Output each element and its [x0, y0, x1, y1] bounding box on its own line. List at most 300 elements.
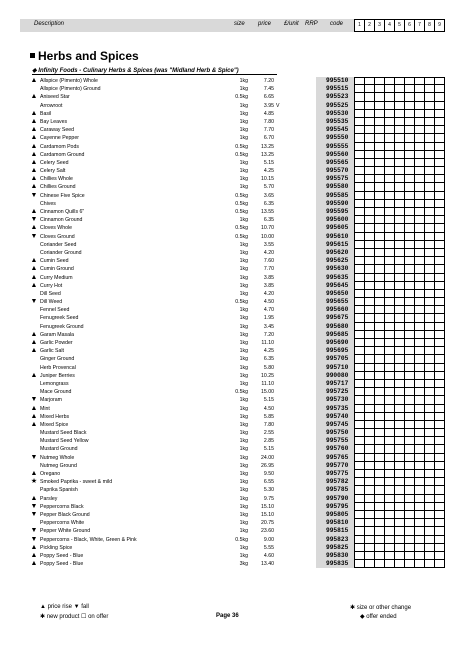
quantity-input-box[interactable] [404, 167, 414, 174]
quantity-input-box[interactable] [364, 552, 374, 559]
quantity-input-box[interactable] [414, 110, 424, 117]
quantity-input-box[interactable] [414, 470, 424, 477]
quantity-input-box[interactable] [374, 290, 384, 297]
quantity-input-box[interactable] [414, 347, 424, 354]
quantity-input-box[interactable] [414, 192, 424, 199]
quantity-input-box[interactable] [434, 306, 444, 313]
quantity-input-box[interactable] [394, 143, 404, 150]
quantity-input-box[interactable] [394, 331, 404, 338]
quantity-input-box[interactable] [404, 118, 414, 125]
quantity-input-box[interactable] [394, 519, 404, 526]
quantity-input-box[interactable] [364, 192, 374, 199]
quantity-input-box[interactable] [414, 462, 424, 469]
quantity-input-box[interactable] [424, 126, 434, 133]
quantity-input-box[interactable] [384, 536, 394, 543]
quantity-input-box[interactable] [374, 110, 384, 117]
quantity-input-box[interactable] [404, 298, 414, 305]
quantity-input-box[interactable] [355, 110, 364, 117]
quantity-input-box[interactable] [404, 372, 414, 379]
quantity-input-box[interactable] [394, 257, 404, 264]
quantity-input-box[interactable] [434, 429, 444, 436]
quantity-input-box[interactable] [374, 183, 384, 190]
quantity-input-box[interactable] [394, 282, 404, 289]
quantity-input-box[interactable] [434, 364, 444, 371]
quantity-input-box[interactable] [434, 486, 444, 493]
quantity-input-box[interactable] [384, 527, 394, 534]
quantity-input-box[interactable] [355, 126, 364, 133]
quantity-input-box[interactable] [434, 274, 444, 281]
quantity-input-box[interactable] [404, 208, 414, 215]
quantity-input-box[interactable] [394, 429, 404, 436]
quantity-input-box[interactable] [364, 167, 374, 174]
quantity-input-box[interactable] [364, 527, 374, 534]
quantity-input-box[interactable] [424, 224, 434, 231]
quantity-input-box[interactable] [374, 388, 384, 395]
quantity-input-box[interactable] [364, 511, 374, 518]
quantity-input-box[interactable] [355, 437, 364, 444]
quantity-input-box[interactable] [384, 265, 394, 272]
quantity-input-box[interactable] [355, 372, 364, 379]
quantity-input-box[interactable] [355, 274, 364, 281]
quantity-input-box[interactable] [384, 151, 394, 158]
quantity-input-box[interactable] [434, 241, 444, 248]
quantity-input-box[interactable] [384, 200, 394, 207]
quantity-input-box[interactable] [374, 208, 384, 215]
quantity-input-box[interactable] [434, 544, 444, 551]
quantity-input-box[interactable] [374, 527, 384, 534]
quantity-input-box[interactable] [424, 380, 434, 387]
quantity-input-box[interactable] [394, 134, 404, 141]
quantity-input-box[interactable] [414, 339, 424, 346]
quantity-input-box[interactable] [404, 93, 414, 100]
quantity-input-box[interactable] [355, 486, 364, 493]
quantity-input-box[interactable] [424, 143, 434, 150]
quantity-input-box[interactable] [424, 355, 434, 362]
quantity-input-box[interactable] [404, 159, 414, 166]
quantity-input-box[interactable] [414, 290, 424, 297]
quantity-input-box[interactable] [424, 110, 434, 117]
quantity-input-box[interactable] [384, 314, 394, 321]
quantity-input-box[interactable] [424, 462, 434, 469]
quantity-input-box[interactable] [404, 274, 414, 281]
quantity-input-box[interactable] [374, 380, 384, 387]
quantity-input-box[interactable] [434, 93, 444, 100]
quantity-input-box[interactable] [384, 167, 394, 174]
quantity-input-box[interactable] [374, 102, 384, 109]
quantity-input-box[interactable] [384, 224, 394, 231]
quantity-input-box[interactable] [374, 339, 384, 346]
quantity-input-box[interactable] [394, 233, 404, 240]
quantity-input-box[interactable] [424, 552, 434, 559]
quantity-input-box[interactable] [355, 134, 364, 141]
quantity-input-box[interactable] [394, 159, 404, 166]
quantity-input-box[interactable] [424, 274, 434, 281]
quantity-input-box[interactable] [434, 396, 444, 403]
quantity-input-box[interactable] [404, 257, 414, 264]
quantity-input-box[interactable] [434, 536, 444, 543]
quantity-input-box[interactable] [374, 372, 384, 379]
quantity-input-box[interactable] [424, 241, 434, 248]
quantity-input-box[interactable] [394, 364, 404, 371]
quantity-input-box[interactable] [374, 265, 384, 272]
quantity-input-box[interactable] [355, 388, 364, 395]
quantity-input-box[interactable] [404, 347, 414, 354]
quantity-input-box[interactable] [374, 249, 384, 256]
quantity-input-box[interactable] [404, 241, 414, 248]
quantity-input-box[interactable] [355, 536, 364, 543]
quantity-input-box[interactable] [355, 519, 364, 526]
quantity-input-box[interactable] [364, 445, 374, 452]
quantity-input-box[interactable] [404, 478, 414, 485]
quantity-input-box[interactable] [414, 445, 424, 452]
quantity-input-box[interactable] [414, 478, 424, 485]
quantity-input-box[interactable] [364, 306, 374, 313]
quantity-input-box[interactable] [374, 462, 384, 469]
quantity-input-box[interactable] [434, 347, 444, 354]
quantity-input-box[interactable] [404, 421, 414, 428]
quantity-input-box[interactable] [434, 175, 444, 182]
quantity-input-box[interactable] [424, 233, 434, 240]
quantity-input-box[interactable] [355, 560, 364, 567]
quantity-input-box[interactable] [404, 224, 414, 231]
quantity-input-box[interactable] [364, 536, 374, 543]
quantity-input-box[interactable] [374, 274, 384, 281]
quantity-input-box[interactable] [364, 331, 374, 338]
quantity-input-box[interactable] [374, 552, 384, 559]
quantity-input-box[interactable] [434, 249, 444, 256]
quantity-input-box[interactable] [394, 486, 404, 493]
quantity-input-box[interactable] [414, 200, 424, 207]
quantity-input-box[interactable] [434, 380, 444, 387]
quantity-input-box[interactable] [374, 429, 384, 436]
quantity-input-box[interactable] [434, 413, 444, 420]
quantity-input-box[interactable] [384, 445, 394, 452]
quantity-input-box[interactable] [364, 257, 374, 264]
quantity-input-box[interactable] [384, 405, 394, 412]
quantity-input-box[interactable] [404, 143, 414, 150]
quantity-input-box[interactable] [434, 445, 444, 452]
quantity-input-box[interactable] [414, 159, 424, 166]
quantity-input-box[interactable] [414, 241, 424, 248]
quantity-input-box[interactable] [355, 314, 364, 321]
quantity-input-box[interactable] [404, 282, 414, 289]
quantity-input-box[interactable] [404, 355, 414, 362]
quantity-input-box[interactable] [364, 503, 374, 510]
quantity-input-box[interactable] [384, 85, 394, 92]
quantity-input-box[interactable] [374, 470, 384, 477]
quantity-input-box[interactable] [434, 257, 444, 264]
quantity-input-box[interactable] [404, 134, 414, 141]
quantity-input-box[interactable] [424, 323, 434, 330]
quantity-input-box[interactable] [414, 388, 424, 395]
quantity-input-box[interactable] [424, 437, 434, 444]
quantity-input-box[interactable] [404, 175, 414, 182]
quantity-input-box[interactable] [434, 167, 444, 174]
quantity-input-box[interactable] [424, 192, 434, 199]
quantity-input-box[interactable] [364, 405, 374, 412]
quantity-input-box[interactable] [394, 93, 404, 100]
quantity-input-box[interactable] [434, 126, 444, 133]
quantity-input-box[interactable] [384, 175, 394, 182]
quantity-input-box[interactable] [374, 396, 384, 403]
quantity-input-box[interactable] [374, 126, 384, 133]
quantity-input-box[interactable] [394, 405, 404, 412]
quantity-input-box[interactable] [434, 519, 444, 526]
quantity-input-box[interactable] [414, 503, 424, 510]
quantity-input-box[interactable] [414, 421, 424, 428]
quantity-input-box[interactable] [384, 372, 394, 379]
quantity-input-box[interactable] [355, 470, 364, 477]
quantity-input-box[interactable] [384, 78, 394, 84]
quantity-input-box[interactable] [384, 241, 394, 248]
quantity-input-box[interactable] [394, 249, 404, 256]
quantity-input-box[interactable] [384, 110, 394, 117]
quantity-input-box[interactable] [424, 282, 434, 289]
quantity-input-box[interactable] [364, 208, 374, 215]
quantity-input-box[interactable] [355, 396, 364, 403]
quantity-input-box[interactable] [384, 183, 394, 190]
quantity-input-box[interactable] [434, 183, 444, 190]
quantity-input-box[interactable] [394, 306, 404, 313]
quantity-input-box[interactable] [404, 249, 414, 256]
quantity-input-box[interactable] [384, 396, 394, 403]
quantity-input-box[interactable] [434, 388, 444, 395]
quantity-input-box[interactable] [355, 478, 364, 485]
quantity-input-box[interactable] [414, 224, 424, 231]
quantity-input-box[interactable] [374, 151, 384, 158]
quantity-input-box[interactable] [414, 536, 424, 543]
quantity-input-box[interactable] [355, 151, 364, 158]
quantity-input-box[interactable] [374, 306, 384, 313]
quantity-input-box[interactable] [355, 183, 364, 190]
quantity-input-box[interactable] [384, 331, 394, 338]
quantity-input-box[interactable] [384, 503, 394, 510]
quantity-input-box[interactable] [364, 470, 374, 477]
quantity-input-box[interactable] [364, 143, 374, 150]
quantity-input-box[interactable] [414, 355, 424, 362]
quantity-input-box[interactable] [414, 364, 424, 371]
quantity-input-box[interactable] [394, 192, 404, 199]
quantity-input-box[interactable] [424, 421, 434, 428]
quantity-input-box[interactable] [364, 478, 374, 485]
quantity-input-box[interactable] [394, 527, 404, 534]
quantity-input-box[interactable] [424, 208, 434, 215]
quantity-input-box[interactable] [394, 388, 404, 395]
quantity-input-box[interactable] [424, 347, 434, 354]
quantity-input-box[interactable] [404, 544, 414, 551]
quantity-input-box[interactable] [384, 470, 394, 477]
quantity-input-box[interactable] [424, 429, 434, 436]
quantity-input-box[interactable] [424, 175, 434, 182]
quantity-input-box[interactable] [364, 102, 374, 109]
quantity-input-box[interactable] [404, 454, 414, 461]
quantity-input-box[interactable] [414, 560, 424, 567]
quantity-input-box[interactable] [364, 298, 374, 305]
quantity-input-box[interactable] [434, 527, 444, 534]
quantity-input-box[interactable] [404, 462, 414, 469]
quantity-input-box[interactable] [424, 78, 434, 84]
quantity-input-box[interactable] [434, 208, 444, 215]
quantity-input-box[interactable] [355, 355, 364, 362]
quantity-input-box[interactable] [384, 306, 394, 313]
quantity-input-box[interactable] [414, 437, 424, 444]
quantity-input-box[interactable] [414, 274, 424, 281]
quantity-input-box[interactable] [374, 224, 384, 231]
quantity-input-box[interactable] [394, 216, 404, 223]
quantity-input-box[interactable] [374, 364, 384, 371]
quantity-input-box[interactable] [404, 503, 414, 510]
quantity-input-box[interactable] [374, 200, 384, 207]
quantity-input-box[interactable] [424, 85, 434, 92]
quantity-input-box[interactable] [424, 372, 434, 379]
quantity-input-box[interactable] [434, 118, 444, 125]
quantity-input-box[interactable] [414, 454, 424, 461]
quantity-input-box[interactable] [374, 298, 384, 305]
quantity-input-box[interactable] [394, 274, 404, 281]
quantity-input-box[interactable] [404, 552, 414, 559]
quantity-input-box[interactable] [404, 216, 414, 223]
quantity-input-box[interactable] [414, 282, 424, 289]
quantity-input-box[interactable] [355, 552, 364, 559]
quantity-input-box[interactable] [364, 224, 374, 231]
quantity-input-box[interactable] [394, 495, 404, 502]
quantity-input-box[interactable] [374, 282, 384, 289]
quantity-input-box[interactable] [384, 126, 394, 133]
quantity-input-box[interactable] [424, 306, 434, 313]
quantity-input-box[interactable] [364, 544, 374, 551]
quantity-input-box[interactable] [414, 265, 424, 272]
quantity-input-box[interactable] [424, 159, 434, 166]
quantity-input-box[interactable] [374, 216, 384, 223]
quantity-input-box[interactable] [434, 192, 444, 199]
quantity-input-box[interactable] [355, 298, 364, 305]
quantity-input-box[interactable] [355, 241, 364, 248]
quantity-input-box[interactable] [404, 429, 414, 436]
quantity-input-box[interactable] [434, 495, 444, 502]
quantity-input-box[interactable] [414, 527, 424, 534]
quantity-input-box[interactable] [384, 102, 394, 109]
quantity-input-box[interactable] [364, 421, 374, 428]
quantity-input-box[interactable] [394, 552, 404, 559]
quantity-input-box[interactable] [374, 437, 384, 444]
quantity-input-box[interactable] [364, 413, 374, 420]
quantity-input-box[interactable] [364, 159, 374, 166]
quantity-input-box[interactable] [434, 159, 444, 166]
quantity-input-box[interactable] [374, 421, 384, 428]
quantity-input-box[interactable] [424, 183, 434, 190]
quantity-input-box[interactable] [384, 413, 394, 420]
quantity-input-box[interactable] [434, 470, 444, 477]
quantity-input-box[interactable] [394, 478, 404, 485]
quantity-input-box[interactable] [374, 519, 384, 526]
quantity-input-box[interactable] [424, 478, 434, 485]
quantity-input-box[interactable] [434, 437, 444, 444]
quantity-input-box[interactable] [384, 143, 394, 150]
quantity-input-box[interactable] [355, 233, 364, 240]
quantity-input-box[interactable] [374, 495, 384, 502]
quantity-input-box[interactable] [404, 200, 414, 207]
quantity-input-box[interactable] [384, 478, 394, 485]
quantity-input-box[interactable] [364, 429, 374, 436]
quantity-input-box[interactable] [394, 503, 404, 510]
quantity-input-box[interactable] [374, 85, 384, 92]
quantity-input-box[interactable] [355, 462, 364, 469]
quantity-input-box[interactable] [394, 224, 404, 231]
quantity-input-box[interactable] [394, 241, 404, 248]
quantity-input-box[interactable] [434, 355, 444, 362]
quantity-input-box[interactable] [414, 134, 424, 141]
quantity-input-box[interactable] [374, 257, 384, 264]
quantity-input-box[interactable] [374, 355, 384, 362]
quantity-input-box[interactable] [394, 470, 404, 477]
quantity-input-box[interactable] [394, 536, 404, 543]
quantity-input-box[interactable] [414, 126, 424, 133]
quantity-input-box[interactable] [355, 331, 364, 338]
quantity-input-box[interactable] [434, 134, 444, 141]
quantity-input-box[interactable] [394, 437, 404, 444]
quantity-input-box[interactable] [414, 151, 424, 158]
quantity-input-box[interactable] [355, 495, 364, 502]
quantity-input-box[interactable] [364, 437, 374, 444]
quantity-input-box[interactable] [394, 355, 404, 362]
quantity-input-box[interactable] [424, 454, 434, 461]
quantity-input-box[interactable] [424, 290, 434, 297]
quantity-input-box[interactable] [364, 486, 374, 493]
quantity-input-box[interactable] [394, 339, 404, 346]
quantity-input-box[interactable] [355, 265, 364, 272]
quantity-input-box[interactable] [424, 405, 434, 412]
quantity-input-box[interactable] [394, 183, 404, 190]
quantity-input-box[interactable] [414, 552, 424, 559]
quantity-input-box[interactable] [355, 454, 364, 461]
quantity-input-box[interactable] [424, 134, 434, 141]
quantity-input-box[interactable] [355, 78, 364, 84]
quantity-input-box[interactable] [374, 143, 384, 150]
quantity-input-box[interactable] [424, 200, 434, 207]
quantity-input-box[interactable] [394, 413, 404, 420]
quantity-input-box[interactable] [364, 290, 374, 297]
quantity-input-box[interactable] [355, 323, 364, 330]
quantity-input-box[interactable] [424, 396, 434, 403]
quantity-input-box[interactable] [394, 290, 404, 297]
quantity-input-box[interactable] [394, 511, 404, 518]
quantity-input-box[interactable] [355, 208, 364, 215]
quantity-input-box[interactable] [434, 233, 444, 240]
quantity-input-box[interactable] [434, 151, 444, 158]
quantity-input-box[interactable] [394, 372, 404, 379]
quantity-input-box[interactable] [424, 511, 434, 518]
quantity-input-box[interactable] [424, 216, 434, 223]
quantity-input-box[interactable] [414, 93, 424, 100]
quantity-input-box[interactable] [424, 486, 434, 493]
quantity-input-box[interactable] [374, 486, 384, 493]
quantity-input-box[interactable] [364, 323, 374, 330]
quantity-input-box[interactable] [364, 241, 374, 248]
quantity-input-box[interactable] [404, 102, 414, 109]
quantity-input-box[interactable] [414, 396, 424, 403]
quantity-input-box[interactable] [364, 126, 374, 133]
quantity-input-box[interactable] [355, 511, 364, 518]
quantity-input-box[interactable] [434, 200, 444, 207]
quantity-input-box[interactable] [384, 380, 394, 387]
quantity-input-box[interactable] [424, 331, 434, 338]
quantity-input-box[interactable] [364, 560, 374, 567]
quantity-input-box[interactable] [404, 290, 414, 297]
quantity-input-box[interactable] [394, 421, 404, 428]
quantity-input-box[interactable] [384, 347, 394, 354]
quantity-input-box[interactable] [434, 323, 444, 330]
quantity-input-box[interactable] [404, 536, 414, 543]
